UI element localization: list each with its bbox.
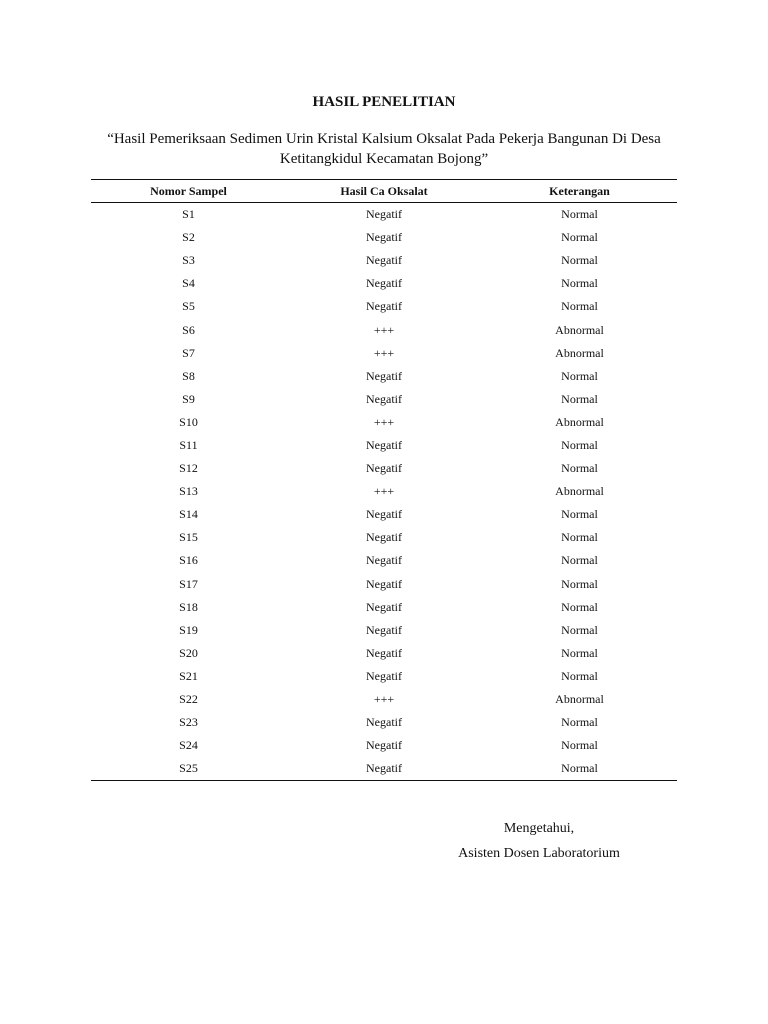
sample-number-cell: S8 xyxy=(182,368,195,383)
ca-oxalate-result-cell: Negatif xyxy=(366,599,402,614)
remarks-cell: Normal xyxy=(561,738,598,753)
table-row xyxy=(91,573,677,596)
remarks-cell: Normal xyxy=(561,207,598,222)
remarks-cell: Normal xyxy=(561,668,598,683)
table-row xyxy=(91,342,677,365)
remarks-cell: Normal xyxy=(561,299,598,314)
remarks-cell: Abnormal xyxy=(555,484,604,499)
signature-role: Asisten Dosen Laboratorium xyxy=(458,846,620,861)
ca-oxalate-result-cell: Negatif xyxy=(366,576,402,591)
ca-oxalate-result-cell: Negatif xyxy=(366,645,402,660)
ca-oxalate-result-cell: Negatif xyxy=(366,437,402,452)
sample-number-cell: S9 xyxy=(182,391,195,406)
ca-oxalate-result-cell: +++ xyxy=(373,414,395,429)
remarks-cell: Normal xyxy=(561,715,598,730)
table-row xyxy=(91,480,677,503)
ca-oxalate-result-cell: +++ xyxy=(373,692,395,707)
ca-oxalate-result-cell: Negatif xyxy=(366,207,402,222)
ca-oxalate-result-cell: Negatif xyxy=(366,507,402,522)
sample-number-cell: S17 xyxy=(179,576,198,591)
column-header-remarks: Keterangan xyxy=(549,183,610,198)
remarks-cell: Normal xyxy=(561,230,598,245)
table-row xyxy=(91,549,677,572)
sample-number-cell: S19 xyxy=(179,622,198,637)
table-row xyxy=(91,757,677,781)
table-row xyxy=(91,203,677,227)
remarks-cell: Normal xyxy=(561,437,598,452)
table-row xyxy=(91,365,677,388)
ca-oxalate-result-cell: Negatif xyxy=(366,391,402,406)
table-row xyxy=(91,526,677,549)
ca-oxalate-result-cell: +++ xyxy=(373,322,395,337)
table-row xyxy=(91,665,677,688)
remarks-cell: Normal xyxy=(561,461,598,476)
table-row xyxy=(91,457,677,480)
table-row xyxy=(91,688,677,711)
ca-oxalate-result-cell: Negatif xyxy=(366,715,402,730)
column-header-sample-number: Nomor Sampel xyxy=(150,183,227,198)
table-row xyxy=(91,642,677,665)
table-row xyxy=(91,734,677,757)
sample-number-cell: S7 xyxy=(182,345,195,360)
table-row xyxy=(91,434,677,457)
remarks-cell: Normal xyxy=(561,507,598,522)
remarks-cell: Normal xyxy=(561,576,598,591)
table-row xyxy=(91,272,677,295)
table-row xyxy=(91,226,677,249)
sample-number-cell: S12 xyxy=(179,461,198,476)
remarks-cell: Normal xyxy=(561,276,598,291)
remarks-cell: Abnormal xyxy=(555,322,604,337)
ca-oxalate-result-cell: +++ xyxy=(373,484,395,499)
ca-oxalate-result-cell: Negatif xyxy=(366,299,402,314)
ca-oxalate-result-cell: Negatif xyxy=(366,530,402,545)
sample-number-cell: S2 xyxy=(182,230,195,245)
results-table-container xyxy=(91,179,677,781)
sample-number-cell: S14 xyxy=(179,507,198,522)
table-row xyxy=(91,249,677,272)
sample-number-cell: S5 xyxy=(182,299,195,314)
sample-number-cell: S25 xyxy=(179,761,198,776)
remarks-cell: Normal xyxy=(561,645,598,660)
remarks-cell: Normal xyxy=(561,530,598,545)
page-title: HASIL PENELITIAN xyxy=(312,94,456,110)
document-subtitle: “Hasil Pemeriksaan Sedimen Urin Kristal Kalsium Oksalat Pada Pekerja Bangunan Di Desa Ketitangkidul Kecamatan Bojong” xyxy=(107,131,661,167)
sample-number-cell: S15 xyxy=(179,530,198,545)
ca-oxalate-result-cell: Negatif xyxy=(366,738,402,753)
remarks-cell: Normal xyxy=(561,553,598,568)
remarks-cell: Abnormal xyxy=(555,345,604,360)
table-row xyxy=(91,503,677,526)
sample-number-cell: S23 xyxy=(179,715,198,730)
sample-number-cell: S13 xyxy=(179,484,198,499)
table-row xyxy=(91,596,677,619)
sample-number-cell: S3 xyxy=(182,253,195,268)
table-row xyxy=(91,388,677,411)
sample-number-cell: S1 xyxy=(182,207,195,222)
ca-oxalate-result-cell: Negatif xyxy=(366,253,402,268)
remarks-cell: Normal xyxy=(561,599,598,614)
remarks-cell: Normal xyxy=(561,253,598,268)
sample-number-cell: S10 xyxy=(179,414,198,429)
ca-oxalate-result-cell: Negatif xyxy=(366,368,402,383)
ca-oxalate-result-cell: Negatif xyxy=(366,622,402,637)
signature-block xyxy=(440,816,638,866)
sample-number-cell: S11 xyxy=(179,437,198,452)
sample-number-cell: S24 xyxy=(179,738,198,753)
column-header-ca-oxalate-result: Hasil Ca Oksalat xyxy=(340,183,428,198)
table-row xyxy=(91,411,677,434)
sample-number-cell: S18 xyxy=(179,599,198,614)
sample-number-cell: S16 xyxy=(179,553,198,568)
ca-oxalate-result-cell: Negatif xyxy=(366,553,402,568)
sample-number-cell: S22 xyxy=(179,692,198,707)
sample-number-cell: S21 xyxy=(179,668,198,683)
table-row xyxy=(91,318,677,341)
results-table xyxy=(91,179,677,781)
table-row xyxy=(91,619,677,642)
remarks-cell: Normal xyxy=(561,622,598,637)
remarks-cell: Normal xyxy=(561,391,598,406)
table-header xyxy=(91,180,677,203)
remarks-cell: Abnormal xyxy=(555,414,604,429)
ca-oxalate-result-cell: +++ xyxy=(373,345,395,360)
ca-oxalate-result-cell: Negatif xyxy=(366,761,402,776)
ca-oxalate-result-cell: Negatif xyxy=(366,668,402,683)
remarks-cell: Normal xyxy=(561,368,598,383)
ca-oxalate-result-cell: Negatif xyxy=(366,276,402,291)
table-row xyxy=(91,295,677,318)
sample-number-cell: S20 xyxy=(179,645,198,660)
remarks-cell: Normal xyxy=(561,761,598,776)
sample-number-cell: S6 xyxy=(182,322,195,337)
ca-oxalate-result-cell: Negatif xyxy=(366,230,402,245)
remarks-cell: Abnormal xyxy=(555,692,604,707)
signature-acknowledged-label: Mengetahui, xyxy=(503,821,575,836)
sample-number-cell: S4 xyxy=(182,276,195,291)
table-header-row xyxy=(91,180,677,203)
table-body xyxy=(91,203,677,781)
ca-oxalate-result-cell: Negatif xyxy=(366,461,402,476)
table-row xyxy=(91,711,677,734)
